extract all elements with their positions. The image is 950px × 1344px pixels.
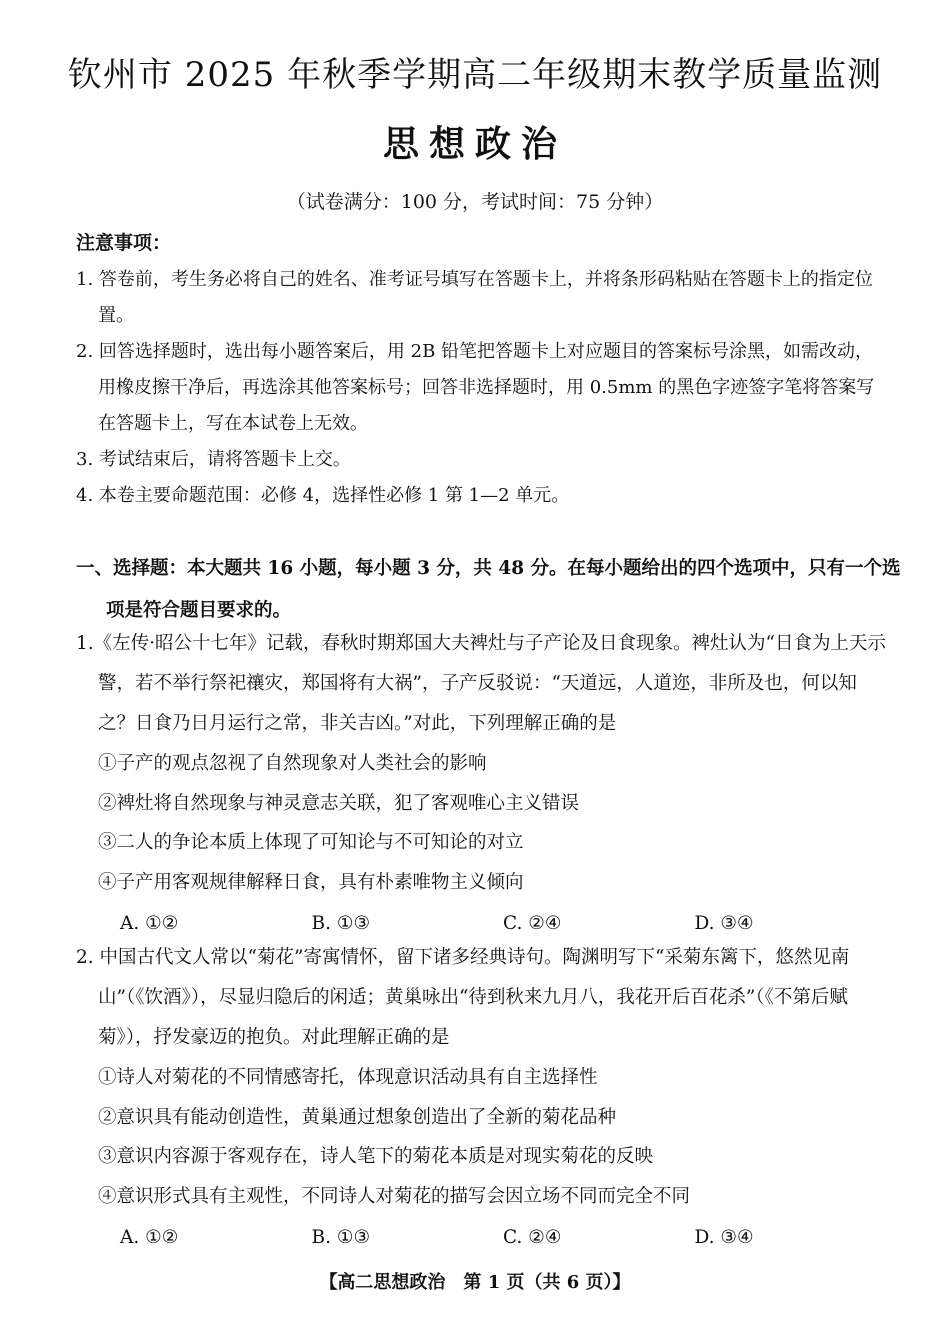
statement-option: ②裨灶将自然现象与神灵意志关联，犯了客观唯心主义错误 [98,792,580,814]
choice-b: B. ①③ [311,1227,371,1248]
answer-choices [76,1218,886,1258]
statement-option: ③二人的争论本质上体现了可知论与不可知论的对立 [98,832,524,853]
page-footer: 【高二思想政治 第 1 页（共 6 页）】 [319,1272,631,1293]
choice-d: D. ③④ [694,913,754,934]
notes-list [76,262,884,514]
question-2 [76,938,886,1258]
section-heading: 一、选择题：本大题共 16 小题，每小题 3 分，共 48 分。在每小题给出的四个选项中，只有一个选项是符合题目要求的。 [76,558,901,621]
statement-option: ①子产的观点忽视了自然现象对人类社会的影响 [98,753,487,774]
exam-meta: （试卷满分：100 分，考试时间：75 分钟） [286,191,664,213]
question-stem: 1.《左传·昭公十七年》记载，春秋时期郑国大夫裨灶与子产论及日食现象。裨灶认为“日食为上天示警，若不举行祭祀禳灾，郑国将有大祸”，子产反驳说：“天道远，人道迩，非所及也，何以知之？日食乃日月运行之常，非关吉凶。”对此，下列理解正确的是 [76,633,886,734]
statement-option: ②意识具有能动创造性，黄巢通过想象创造出了全新的菊花品种 [98,1106,617,1128]
choice-c: C. ②④ [503,1227,562,1248]
choice-b: B. ①③ [311,913,371,934]
subject-title: 思想政治 [382,123,567,165]
note-item: 4. 本卷主要命题范围：必修 4，选择性必修 1 第 1—2 单元。 [76,485,570,506]
choice-a: A. ①② [120,1227,179,1248]
note-item: 1. 答卷前，考生务必将自己的姓名、准考证号填写在答题卡上，并将条形码粘贴在答题卡上的指定位置。 [76,269,873,326]
note-item: 3. 考试结束后，请将答题卡上交。 [76,449,351,470]
statement-option: ③意识内容源于客观存在，诗人笔下的菊花本质是对现实菊花的反映 [98,1146,654,1167]
note-item: 2. 回答选择题时，选出每小题答案后，用 2B 铅笔把答题卡上对应题目的答案标号涂黑，如需改动，用橡皮擦干净后，再选涂其他答案标号；回答非选择题时，用 0.5mm 的黑色字迹签字笔将答案写在答题卡上，写在本试卷上无效。 [76,341,875,434]
choice-a: A. ①② [120,913,179,934]
question-1 [76,624,886,944]
question-stem: 2. 中国古代文人常以“菊花”寄寓情怀，留下诸多经典诗句。陶渊明写下“采菊东篱下，悠然见南山”（《饮酒》），尽显归隐后的闲适；黄巢咏出“待到秋来九月八，我花开后百花杀”（《不第后赋菊》），抒发豪迈的抱负。对此理解正确的是 [76,947,850,1048]
notes-heading: 注意事项： [76,232,172,254]
statement-option: ①诗人对菊花的不同情感寄托，体现意识活动具有自主选择性 [98,1067,598,1088]
exam-title: 钦州市 2025 年秋季学期高二年级期末教学质量监测 [67,55,883,95]
choice-d: D. ③④ [694,1227,754,1248]
statement-option: ④意识形式具有主观性，不同诗人对菊花的描写会因立场不同而完全不同 [98,1185,691,1207]
statement-option: ④子产用客观规律解释日食，具有朴素唯物主义倾向 [98,871,524,893]
choice-c: C. ②④ [503,913,562,934]
